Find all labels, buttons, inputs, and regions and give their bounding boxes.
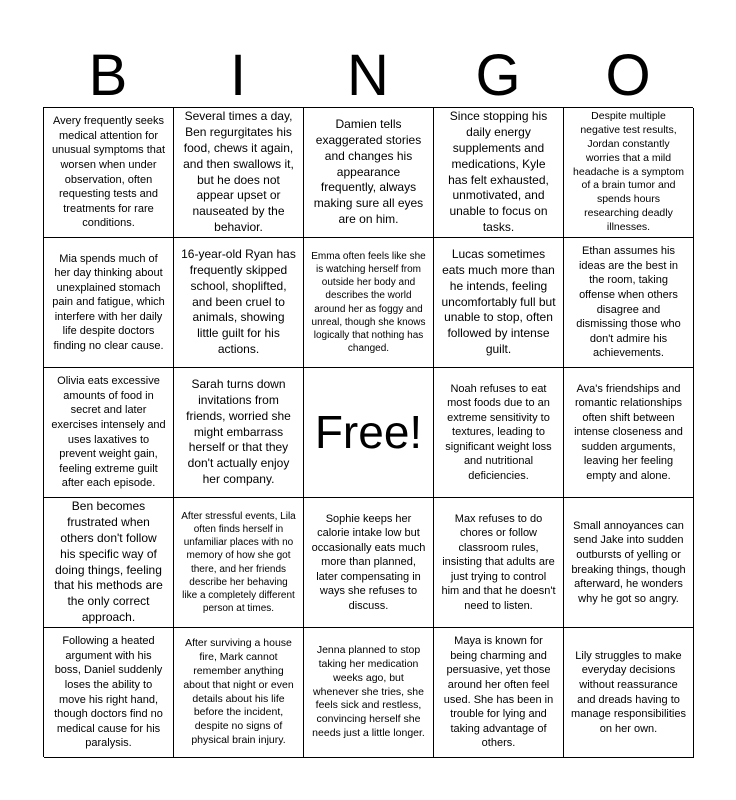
bingo-cell[interactable] — [44, 498, 174, 628]
bingo-cell[interactable] — [174, 108, 304, 238]
bingo-cell[interactable] — [304, 108, 434, 238]
bingo-cell[interactable] — [44, 238, 174, 368]
bingo-cell[interactable] — [304, 498, 434, 628]
bingo-cell-text: Avery frequently seeks medical attention for unusual symptoms that worsen when under observation, often requesting tests and treatments for rare conditions. — [51, 115, 166, 230]
bingo-cell[interactable] — [564, 368, 694, 498]
bingo-cell-text: After stressful events, Lila often finds herself in unfamiliar places with no memory of how she got there, and her friends describe her behaving like a completely different person at times. — [181, 510, 296, 615]
bingo-cell-text: Damien tells exaggerated stories and changes his appearance frequently, always making sure all eyes are on him. — [313, 117, 424, 227]
bingo-cell-text: Max refuses to do chores or follow classroom rules, insisting that adults are just trying to control him and that he doesn't need to listen. — [441, 512, 556, 612]
bingo-cell[interactable] — [174, 628, 304, 758]
bingo-cell-text: 16-year-old Ryan has frequently skipped school, shoplifted, and been cruel to animals, showing little guilt for his actions. — [181, 247, 296, 357]
bingo-cell[interactable] — [564, 628, 694, 758]
free-space[interactable] — [304, 368, 434, 498]
bingo-cell-text: Ava's friendships and romantic relationships often shift between intense closeness and sudden arguments, leaving her feeling empty and alone. — [574, 382, 683, 482]
bingo-cell[interactable] — [44, 108, 174, 238]
bingo-cell-text: Lily struggles to make everyday decisions without reassurance and dreads having to manage responsibilities on her own. — [571, 649, 686, 735]
bingo-cell-text: Jenna planned to stop taking her medication weeks ago, but whenever she tries, she feels sick and restless, convincing herself she needs just a little longer. — [312, 643, 425, 740]
bingo-cell[interactable] — [174, 368, 304, 498]
bingo-cell-text: Following a heated argument with his boss, Daniel suddenly loses the ability to move his right hand, though doctors find no medical cause for his paralysis. — [54, 635, 163, 750]
bingo-cell-text: Olivia eats excessive amounts of food in secret and later exercises intensely and uses laxatives to prevent weight gain, feeling extreme guilt after each episode. — [51, 375, 166, 490]
bingo-cell[interactable] — [174, 498, 304, 628]
bingo-grid — [43, 107, 693, 757]
bingo-cell[interactable] — [434, 108, 564, 238]
bingo-cell[interactable] — [434, 628, 564, 758]
bingo-cell-text: Despite multiple negative test results, Jordan constantly worries that a mild headache is a symptom of a brain tumor and spends hours researching deadly illnesses. — [573, 110, 684, 234]
bingo-cell[interactable] — [44, 628, 174, 758]
bingo-cell[interactable] — [564, 238, 694, 368]
bingo-cell[interactable] — [564, 108, 694, 238]
bingo-cell[interactable] — [304, 628, 434, 758]
bingo-header — [43, 44, 693, 108]
bingo-cell-text: Sarah turns down invitations from friends, worried she might embarrass herself or that they don't actually enjoy her company. — [186, 377, 291, 487]
bingo-cell-text: Small annoyances can send Jake into sudden outbursts of yelling or breaking things, though afterward, he wonders why he got so angry. — [571, 519, 686, 605]
header-letter-i: I — [229, 43, 247, 108]
bingo-cell[interactable] — [434, 368, 564, 498]
bingo-cell-text: After surviving a house fire, Mark cannot remember anything about that night or even details about his life before the incident, despite no signs of physical brain injury. — [183, 637, 294, 747]
header-letter-g: G — [475, 43, 521, 108]
bingo-cell-text: Sophie keeps her calorie intake low but occasionally eats much more than planned, later compensating in ways she refuses to discuss. — [311, 512, 426, 612]
bingo-cell-text: Since stopping his daily energy supplements and medications, Kyle has felt exhausted, unmotivated, and unable to focus on tasks. — [448, 109, 549, 234]
bingo-cell-text: Mia spends much of her day thinking about unexplained stomach pain and fatigue, which interfere with her daily life despite doctors finding no clear cause. — [52, 252, 165, 352]
header-letter-n: N — [347, 43, 389, 108]
free-space-label: Free! — [314, 406, 423, 459]
bingo-cell-text: Emma often feels like she is watching herself from outside her body and describes the world around her as foggy and unreal, though she knows logically that nothing has changed. — [311, 250, 426, 355]
bingo-cell-text: Several times a day, Ben regurgitates his food, chews it again, and then swallows it, but he does not appear upset or nauseated by the behavior. — [183, 109, 294, 234]
bingo-cell-text: Lucas sometimes eats much more than he intends, feeling uncomfortably full but unable to stop, often followed by intense guilt. — [441, 247, 556, 357]
bingo-cell[interactable] — [564, 498, 694, 628]
bingo-cell[interactable] — [434, 238, 564, 368]
header-letter-b: B — [88, 43, 128, 108]
bingo-cell[interactable] — [174, 238, 304, 368]
bingo-cell[interactable] — [434, 498, 564, 628]
bingo-cell-text: Maya is known for being charming and persuasive, yet those around her often feel used. She has been in trouble for lying and taking advantage of others. — [443, 635, 554, 750]
bingo-cell[interactable] — [304, 238, 434, 368]
bingo-cell-text: Ben becomes frustrated when others don't follow his specific way of doing things, feeling that his methods are the only correct approach. — [54, 499, 163, 624]
bingo-cell[interactable] — [44, 368, 174, 498]
header-letter-o: O — [605, 43, 651, 108]
bingo-cell-text: Ethan assumes his ideas are the best in the room, taking offense when others disagree and dismissing those who don't admire his achievements. — [576, 245, 681, 360]
bingo-cell-text: Noah refuses to eat most foods due to an extreme sensitivity to textures, leading to significant weight loss and nutritional deficiencies. — [445, 382, 552, 482]
